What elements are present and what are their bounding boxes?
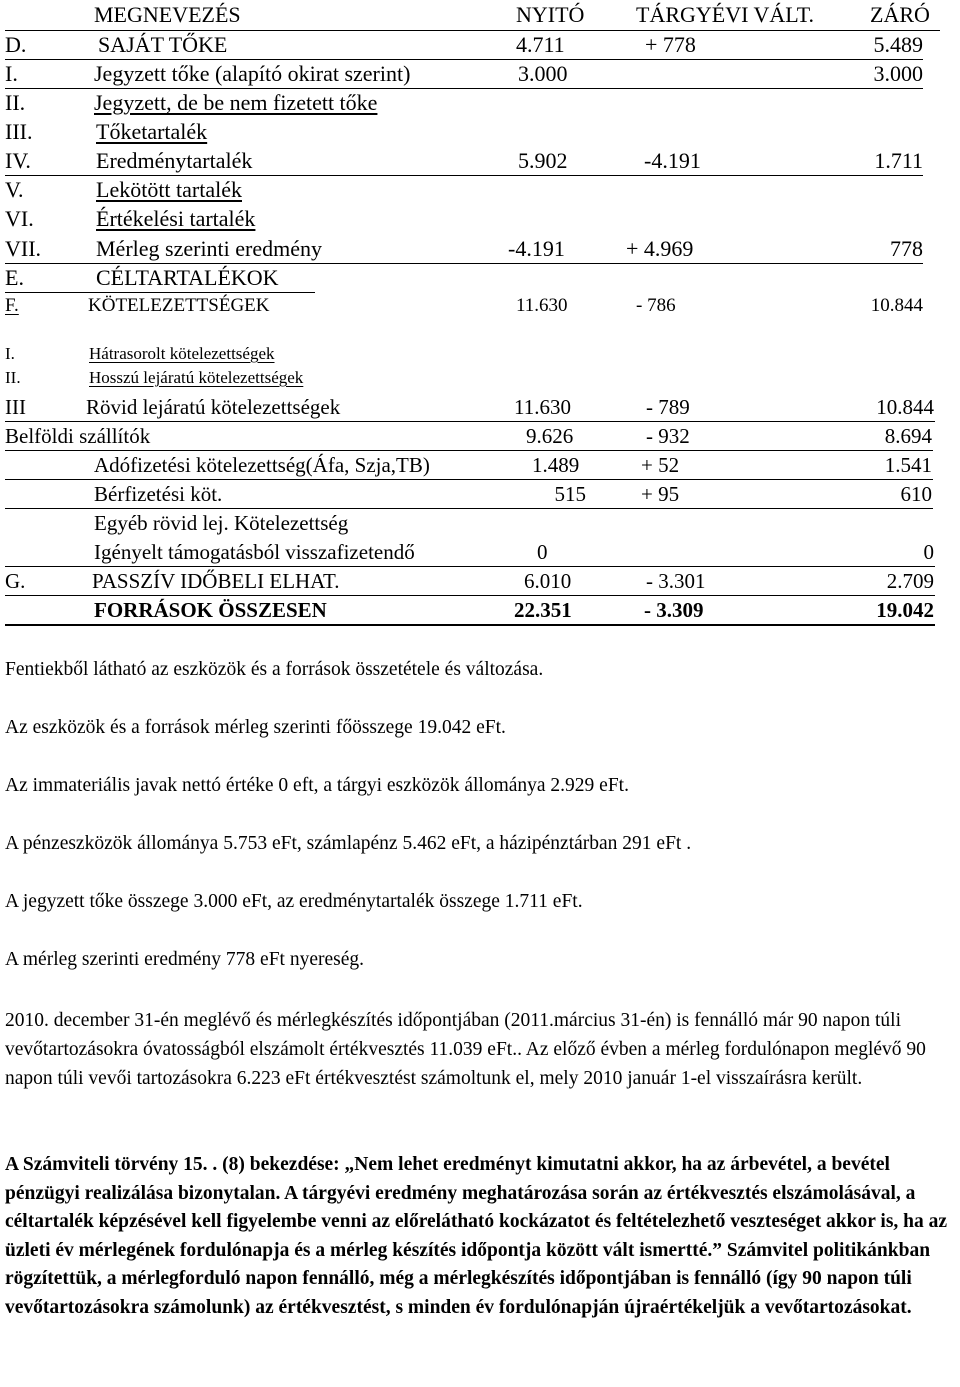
total-closing: 19.042 [876,598,934,622]
row-code: II. [5,90,26,115]
row-code: VII. [5,236,42,261]
row-opening: 3.000 [518,61,568,86]
paragraph: A mérleg szerinti eredmény 778 eFt nyereség. [5,949,365,970]
row-rule [5,479,933,480]
header-change: TÁRGYÉVI VÁLT. [636,2,815,27]
row-change: - 932 [646,424,690,448]
row-opening: 6.010 [524,569,572,593]
paragraph: A pénzeszközök állománya 5.753 eFt, számlapénz 5.462 eFt, a házipénztárban 291 eFt . [5,833,692,854]
row-code: E. [5,265,24,290]
row-rule [5,88,923,89]
row-opening: 0 [537,540,548,564]
row-code: IV. [5,148,31,173]
row-closing: 3.000 [873,61,923,86]
row-name: Hosszú lejáratú kötelezettségek [89,368,304,387]
row-rule [5,595,935,596]
row-rule [5,566,935,567]
row-name: Igényelt támogatásból visszafizetendő [94,540,415,564]
paragraph: Az immateriális javak nettó értéke 0 eft, a tárgyi eszközök állománya 2.929 eFt. [5,775,629,796]
row-opening: 5.902 [518,148,568,173]
row-opening: -4.191 [508,236,565,261]
row-rule [5,59,923,60]
row-name: Jegyzett tőke (alapító okirat szerint) [94,61,411,86]
row-name: Adófizetési kötelezettség(Áfa, Szja,TB) [94,453,430,477]
row-opening: 9.626 [526,424,574,448]
row-opening: 1.489 [532,453,580,477]
row-closing: 1.711 [874,148,923,173]
row-closing: 0 [923,540,934,564]
row-opening: 4.711 [516,32,565,57]
row-closing: 5.489 [873,32,923,57]
paragraph: 2010. december 31-én meglévő és mérlegkészítés időpontjában (2011.március 31-én) is fennálló már 90 napon túli vevőtartozásokra óvatosságból elszámolt értékvesztés 11.039 eFt.. Az előző évben a mérleg fordulónapon meglévő 90 napon túli vevői tartozásokra 6.223 eFt értékvesztést számoltunk el, mely 2010 január 1-el visszaírásra került. [5,1010,926,1089]
row-change: + 778 [645,32,696,57]
row-rule [5,450,933,451]
header-opening: NYITÓ [516,2,585,27]
row-code: I. [5,344,15,363]
row-code: I. [5,61,18,86]
row-rule [5,421,935,422]
paragraph: Az eszközök és a források mérleg szerinti főösszege 19.042 eFt. [5,717,506,738]
row-code: VI. [5,206,34,231]
row-rule [5,263,923,264]
row-name: Értékelési tartalék [96,206,256,231]
row-closing: 1.541 [884,453,932,477]
row-name: Jegyzett, de be nem fizetett tőke [94,90,378,115]
row-name: Eredménytartalék [96,148,253,173]
paragraph: Fentiekből látható az eszközök és a források összetétele és változása. [5,659,544,680]
row-name: SAJÁT TŐKE [98,32,228,57]
row-name: Belföldi szállítók [5,424,151,448]
row-name: Bérfizetési köt. [94,482,223,506]
row-rule [5,508,933,509]
row-closing: 778 [890,236,923,261]
row-change: + 95 [641,482,680,506]
row-code: G. [5,569,26,593]
paragraph-bold: A Számviteli törvény 15. . (8) bekezdése: „Nem lehet eredményt kimutatni akkor, ha az árbevétel, a bevétel pénzügyi realizálása bizonytalan. A tárgyévi eredmény meghatározása során az értékvesztés elszámolásával, a céltartalék képzésével kell figyelembe venni az előrelátható kockázatot és feltételezhető veszteséget akkor is, ha az üzleti év mérlegének fordulónapja és a mérleg készítés időpontja között vált ismertté.” Számvitel politikánkban rögzítettük, a mérlegforduló napon fennálló, még a mérlegkészítés időpontjában is fennálló (így 90 napon túli vevőtartozásokra számolunk) az értékvesztést, s minden év fordulónapján újraértékeljük a vevőtartozásokat. [5,1154,948,1318]
total-name: FORRÁSOK ÖSSZESEN [94,598,327,622]
row-change: - 789 [646,395,690,419]
total-rule [5,624,935,626]
total-opening: 22.351 [514,598,572,622]
header-closing: ZÁRÓ [870,2,930,27]
row-name: Egyéb rövid lej. Kötelezettség [94,511,349,535]
row-name: Rövid lejáratú kötelezettségek [86,395,341,419]
row-opening: 515 [554,482,586,506]
row-name: PASSZÍV IDŐBELI ELHAT. [92,569,340,593]
row-name: KÖTELEZETTSÉGEK [88,295,270,316]
row-code: III [5,395,26,419]
row-change: + 52 [641,453,680,477]
row-code: III. [5,119,33,144]
row-closing: 610 [900,482,932,506]
row-name: Lekötött tartalék [96,177,242,202]
row-code: D. [5,32,27,57]
row-change: -4.191 [644,148,701,173]
row-closing: 10.844 [876,395,934,419]
row-closing: 10.844 [870,295,923,316]
paragraph: A jegyzett tőke összege 3.000 eFt, az eredménytartalék összege 1.711 eFt. [5,891,583,912]
row-change: + 4.969 [626,236,694,261]
total-change: - 3.309 [644,598,704,622]
row-closing: 8.694 [884,424,932,448]
row-change: - 3.301 [646,569,706,593]
row-name: Mérleg szerinti eredmény [96,236,323,261]
row-name: Hátrasorolt kötelezettségek [89,344,275,363]
row-name: Tőketartalék [96,119,208,144]
row-name: CÉLTARTALÉKOK [96,265,279,290]
row-change: - 786 [636,295,676,316]
row-closing: 2.709 [886,569,934,593]
row-code: II. [5,368,21,387]
row-code: F. [5,295,19,316]
header-rule [5,30,940,31]
row-rule [5,292,315,293]
row-opening: 11.630 [516,295,568,316]
header-name: MEGNEVEZÉS [94,2,241,27]
row-opening: 11.630 [514,395,571,419]
row-rule [5,175,923,176]
row-code: V. [5,177,24,202]
